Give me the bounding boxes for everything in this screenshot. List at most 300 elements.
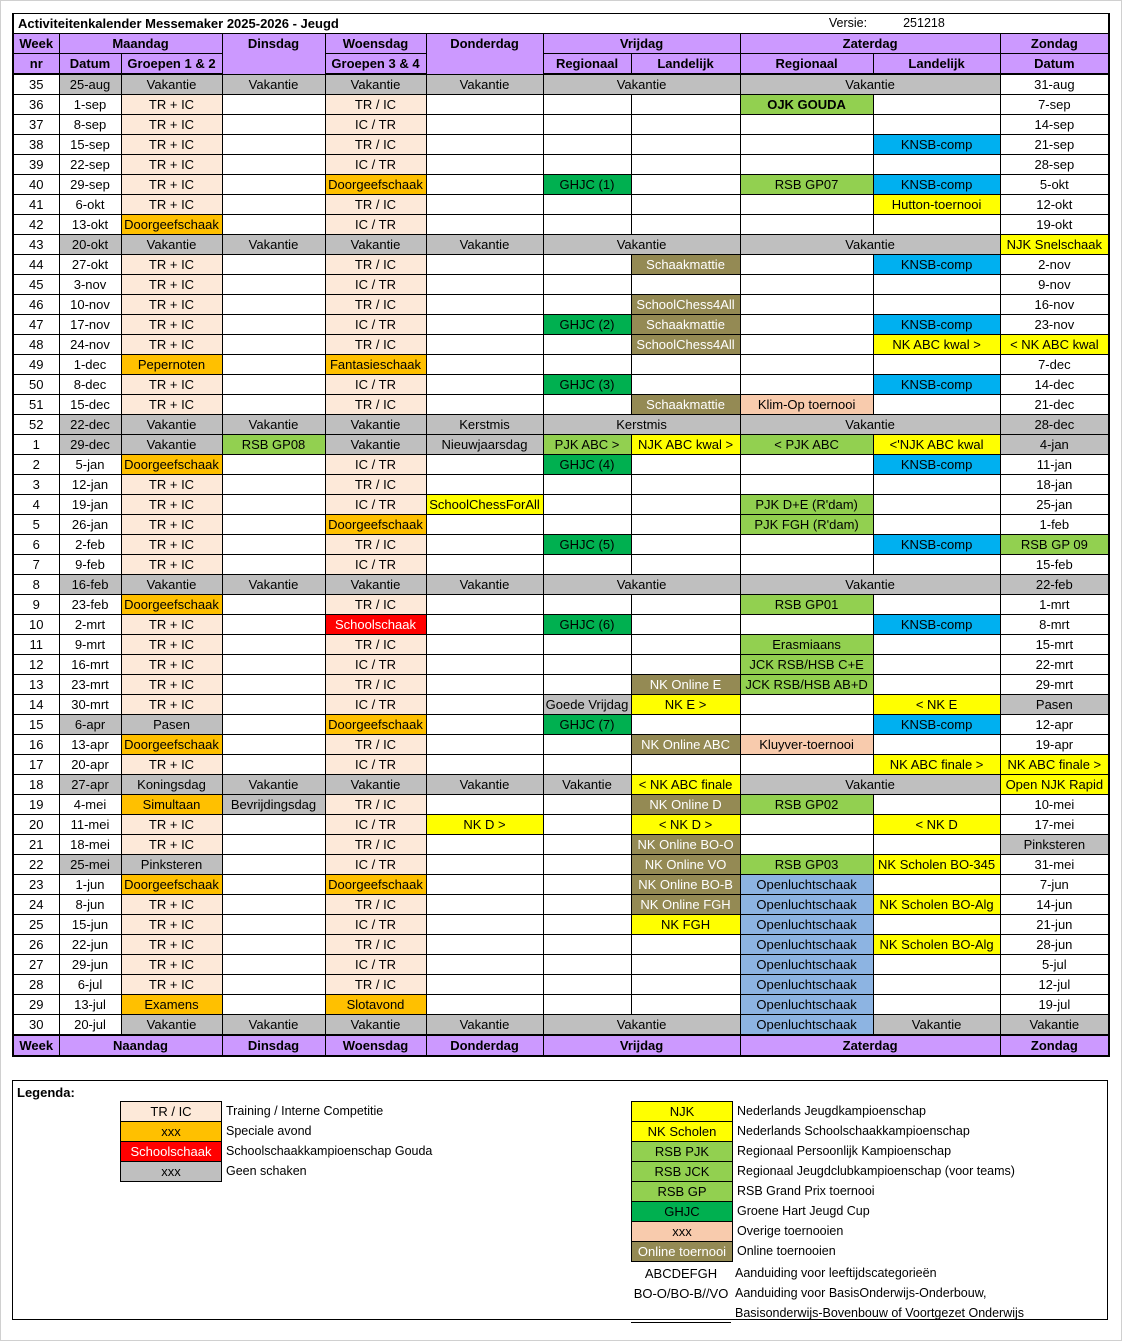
header-nr: nr — [13, 54, 59, 75]
week-row — [13, 995, 1109, 1015]
zondag-cell: 18-jan — [1000, 475, 1109, 495]
dinsdag-cell — [222, 295, 325, 315]
week-number: 29 — [13, 995, 59, 1015]
legend-description: Basisonderwijs-Bovenbouw of Voortgezet Onderwijs — [735, 1306, 1025, 1320]
vrijdag-landelijk-cell — [631, 515, 740, 535]
legend-item — [631, 1201, 1015, 1221]
legend-swatch: ABCDEFGH — [644, 1265, 718, 1281]
week-row — [13, 855, 1109, 875]
vrijdag-landelijk-cell: NJK ABC kwal > — [631, 435, 740, 455]
zaterdag-regionaal-cell — [740, 115, 873, 135]
vrijdag-regionaal-cell: PJK ABC > — [543, 435, 631, 455]
monday-date: 11-mei — [59, 815, 121, 835]
dinsdag-cell — [222, 155, 325, 175]
zondag-cell: 31-mei — [1000, 855, 1109, 875]
monday-date: 22-dec — [59, 415, 121, 435]
legend-item — [631, 1121, 1015, 1141]
groepen-3-4-cell: Slotavond — [325, 995, 426, 1015]
groepen-1-2-cell: Vakantie — [121, 235, 222, 255]
donderdag-cell — [426, 355, 543, 375]
vrijdag-cell: Vakantie — [543, 1015, 740, 1036]
dinsdag-cell: Vakantie — [222, 575, 325, 595]
monday-date: 8-dec — [59, 375, 121, 395]
groepen-1-2-cell: TR + IC — [121, 695, 222, 715]
vrijdag-cell: Vakantie — [543, 235, 740, 255]
zaterdag-regionaal-cell: Openluchtschaak — [740, 895, 873, 915]
monday-date: 2-feb — [59, 535, 121, 555]
groepen-1-2-cell: Doorgeefschaak — [121, 215, 222, 235]
footer-vrijdag: Vrijdag — [543, 1035, 740, 1056]
donderdag-cell — [426, 475, 543, 495]
groepen-3-4-cell: IC / TR — [325, 855, 426, 875]
dinsdag-cell — [222, 255, 325, 275]
dinsdag-cell — [222, 555, 325, 575]
legend-swatch: xxx — [120, 1161, 222, 1182]
vrijdag-regionaal-cell — [543, 735, 631, 755]
donderdag-cell — [426, 855, 543, 875]
zaterdag-regionaal-cell — [740, 295, 873, 315]
monday-date: 25-aug — [59, 74, 121, 95]
zondag-cell: 1-feb — [1000, 515, 1109, 535]
zaterdag-landelijk-cell — [873, 275, 1000, 295]
footer-donderdag: Donderdag — [426, 1035, 543, 1056]
donderdag-cell — [426, 675, 543, 695]
zaterdag-regionaal-cell: RSB GP02 — [740, 795, 873, 815]
monday-date: 23-mrt — [59, 675, 121, 695]
zaterdag-landelijk-cell: NK ABC kwal > — [873, 335, 1000, 355]
zaterdag-landelijk-cell — [873, 675, 1000, 695]
header-row-2 — [13, 54, 1109, 75]
header-maandag: Maandag — [59, 34, 222, 54]
legend-description: Nederlands Jeugdkampioenschap — [737, 1104, 927, 1118]
week-row — [13, 395, 1109, 415]
legend-description: Geen schaken — [226, 1164, 307, 1178]
zaterdag-landelijk-cell — [873, 155, 1000, 175]
monday-date: 15-sep — [59, 135, 121, 155]
vrijdag-regionaal-cell — [543, 915, 631, 935]
vrijdag-landelijk-cell: < NK ABC finale — [631, 775, 740, 795]
week-number: 42 — [13, 215, 59, 235]
vrijdag-landelijk-cell: NK Online D — [631, 795, 740, 815]
groepen-1-2-cell: Vakantie — [121, 1015, 222, 1036]
donderdag-cell — [426, 835, 543, 855]
legend-swatch: Schoolschaak — [120, 1141, 222, 1161]
vrijdag-landelijk-cell — [631, 995, 740, 1015]
monday-date: 1-sep — [59, 95, 121, 115]
donderdag-cell: Nieuwjaarsdag — [426, 435, 543, 455]
dinsdag-cell — [222, 855, 325, 875]
groepen-1-2-cell: Pasen — [121, 715, 222, 735]
vrijdag-landelijk-cell — [631, 135, 740, 155]
groepen-3-4-cell: TR / IC — [325, 595, 426, 615]
week-row — [13, 95, 1109, 115]
zaterdag-regionaal-cell: PJK FGH (R'dam) — [740, 515, 873, 535]
dinsdag-cell — [222, 495, 325, 515]
week-row — [13, 215, 1109, 235]
vrijdag-regionaal-cell — [543, 655, 631, 675]
zaterdag-landelijk-cell: KNSB-comp — [873, 715, 1000, 735]
zaterdag-landelijk-cell: KNSB-comp — [873, 615, 1000, 635]
zaterdag-regionaal-cell: RSB GP07 — [740, 175, 873, 195]
week-row — [13, 815, 1109, 835]
zaterdag-cell: Vakantie — [740, 775, 1000, 795]
zondag-cell: 9-nov — [1000, 275, 1109, 295]
dinsdag-cell — [222, 815, 325, 835]
monday-date: 17-nov — [59, 315, 121, 335]
week-number: 2 — [13, 455, 59, 475]
footer-zondag: Zondag — [1000, 1035, 1109, 1056]
groepen-1-2-cell: Doorgeefschaak — [121, 875, 222, 895]
donderdag-cell — [426, 95, 543, 115]
dinsdag-cell — [222, 615, 325, 635]
legend-swatch: NK Scholen — [631, 1121, 733, 1141]
groepen-1-2-cell: TR + IC — [121, 315, 222, 335]
groepen-3-4-cell: TR / IC — [325, 295, 426, 315]
vrijdag-landelijk-cell — [631, 115, 740, 135]
week-row — [13, 275, 1109, 295]
groepen-1-2-cell: Examens — [121, 995, 222, 1015]
donderdag-cell — [426, 875, 543, 895]
vrijdag-cell: Vakantie — [543, 575, 740, 595]
legend-description: Groene Hart Jeugd Cup — [737, 1204, 870, 1218]
zondag-cell: 7-dec — [1000, 355, 1109, 375]
monday-date: 4-mei — [59, 795, 121, 815]
week-number: 48 — [13, 335, 59, 355]
header-zaterdag-regionaal: Regionaal — [740, 54, 873, 75]
dinsdag-cell — [222, 655, 325, 675]
vrijdag-regionaal-cell — [543, 515, 631, 535]
week-row — [13, 495, 1109, 515]
groepen-1-2-cell: TR + IC — [121, 655, 222, 675]
dinsdag-cell — [222, 95, 325, 115]
week-row — [13, 775, 1109, 795]
week-number: 25 — [13, 915, 59, 935]
monday-date: 12-jan — [59, 475, 121, 495]
donderdag-cell — [426, 535, 543, 555]
groepen-3-4-cell: IC / TR — [325, 655, 426, 675]
week-number: 27 — [13, 955, 59, 975]
dinsdag-cell — [222, 995, 325, 1015]
week-number: 18 — [13, 775, 59, 795]
header-zaterdag: Zaterdag — [740, 34, 1000, 54]
zondag-cell: 21-sep — [1000, 135, 1109, 155]
zaterdag-regionaal-cell — [740, 275, 873, 295]
header-zondag-datum: Datum — [1000, 54, 1109, 75]
zondag-cell: 14-sep — [1000, 115, 1109, 135]
donderdag-cell — [426, 915, 543, 935]
zaterdag-regionaal-cell — [740, 195, 873, 215]
donderdag-cell: Vakantie — [426, 1015, 543, 1036]
donderdag-cell — [426, 595, 543, 615]
monday-date: 9-mrt — [59, 635, 121, 655]
header-datum: Datum — [59, 54, 121, 75]
zaterdag-landelijk-cell: KNSB-comp — [873, 315, 1000, 335]
groepen-3-4-cell: IC / TR — [325, 455, 426, 475]
groepen-3-4-cell: TR / IC — [325, 935, 426, 955]
donderdag-cell: NK D > — [426, 815, 543, 835]
vrijdag-landelijk-cell: NK Online BO-O — [631, 835, 740, 855]
legend-item — [631, 1101, 1015, 1121]
monday-date: 6-apr — [59, 715, 121, 735]
zaterdag-landelijk-cell — [873, 95, 1000, 115]
donderdag-cell — [426, 315, 543, 335]
zondag-cell: NK ABC finale > — [1000, 755, 1109, 775]
donderdag-cell — [426, 135, 543, 155]
donderdag-cell — [426, 935, 543, 955]
vrijdag-regionaal-cell — [543, 875, 631, 895]
zaterdag-landelijk-cell: KNSB-comp — [873, 375, 1000, 395]
groepen-3-4-cell: IC / TR — [325, 915, 426, 935]
groepen-1-2-cell: TR + IC — [121, 815, 222, 835]
vrijdag-landelijk-cell — [631, 555, 740, 575]
groepen-3-4-cell: TR / IC — [325, 975, 426, 995]
vrijdag-regionaal-cell: GHJC (3) — [543, 375, 631, 395]
vrijdag-regionaal-cell: GHJC (2) — [543, 315, 631, 335]
zaterdag-regionaal-cell: Openluchtschaak — [740, 975, 873, 995]
dinsdag-cell — [222, 955, 325, 975]
zaterdag-landelijk-cell — [873, 515, 1000, 535]
legend-swatch: Online toernooi — [631, 1241, 733, 1262]
monday-date: 24-nov — [59, 335, 121, 355]
legend-swatch: BO-O/BO-B//VO — [633, 1285, 729, 1301]
week-row — [13, 975, 1109, 995]
dinsdag-cell — [222, 515, 325, 535]
donderdag-cell — [426, 375, 543, 395]
week-number: 7 — [13, 555, 59, 575]
vrijdag-regionaal-cell — [543, 395, 631, 415]
legend-swatch — [631, 1303, 731, 1323]
zaterdag-landelijk-cell: NK Scholen BO-Alg — [873, 895, 1000, 915]
zondag-cell: 11-jan — [1000, 455, 1109, 475]
monday-date: 10-nov — [59, 295, 121, 315]
header-vrijdag-regionaal: Regionaal — [543, 54, 631, 75]
dinsdag-cell: Vakantie — [222, 235, 325, 255]
groepen-1-2-cell: Vakantie — [121, 435, 222, 455]
zaterdag-cell: Vakantie — [740, 415, 1000, 435]
groepen-1-2-cell: TR + IC — [121, 555, 222, 575]
week-number: 49 — [13, 355, 59, 375]
week-row — [13, 675, 1109, 695]
monday-date: 25-mei — [59, 855, 121, 875]
zaterdag-regionaal-cell — [740, 555, 873, 575]
legend — [12, 1080, 1108, 1320]
zondag-cell: 15-mrt — [1000, 635, 1109, 655]
vrijdag-regionaal-cell — [543, 755, 631, 775]
zondag-cell: 7-jun — [1000, 875, 1109, 895]
legend-swatch: xxx — [631, 1221, 733, 1241]
dinsdag-cell — [222, 935, 325, 955]
groepen-3-4-cell: IC / TR — [325, 815, 426, 835]
monday-date: 20-okt — [59, 235, 121, 255]
week-number: 23 — [13, 875, 59, 895]
legend-item — [631, 1221, 1015, 1241]
groepen-3-4-cell: IC / TR — [325, 315, 426, 335]
zaterdag-landelijk-cell — [873, 955, 1000, 975]
donderdag-cell — [426, 995, 543, 1015]
week-row — [13, 535, 1109, 555]
week-row — [13, 915, 1109, 935]
zaterdag-regionaal-cell: Openluchtschaak — [740, 935, 873, 955]
zondag-cell: 22-mrt — [1000, 655, 1109, 675]
zondag-cell: 10-mei — [1000, 795, 1109, 815]
monday-date: 19-jan — [59, 495, 121, 515]
week-number: 19 — [13, 795, 59, 815]
groepen-3-4-cell: IC / TR — [325, 495, 426, 515]
groepen-3-4-cell: TR / IC — [325, 255, 426, 275]
monday-date: 16-feb — [59, 575, 121, 595]
zondag-cell: Open NJK Rapid — [1000, 775, 1109, 795]
groepen-1-2-cell: TR + IC — [121, 955, 222, 975]
legend-description: Regionaal Jeugdclubkampioenschap (voor teams) — [737, 1164, 1015, 1178]
footer-woensdag: Woensdag — [325, 1035, 426, 1056]
zondag-cell: 23-nov — [1000, 315, 1109, 335]
groepen-3-4-cell: IC / TR — [325, 755, 426, 775]
monday-date: 15-jun — [59, 915, 121, 935]
week-number: 47 — [13, 315, 59, 335]
week-number: 15 — [13, 715, 59, 735]
groepen-3-4-cell: TR / IC — [325, 335, 426, 355]
groepen-1-2-cell: Vakantie — [121, 415, 222, 435]
week-number: 30 — [13, 1015, 59, 1036]
vrijdag-landelijk-cell — [631, 355, 740, 375]
groepen-3-4-cell: TR / IC — [325, 835, 426, 855]
zondag-cell: 4-jan — [1000, 435, 1109, 455]
week-number: 38 — [13, 135, 59, 155]
week-number: 5 — [13, 515, 59, 535]
zondag-cell: 28-sep — [1000, 155, 1109, 175]
vrijdag-regionaal-cell — [543, 555, 631, 575]
monday-date: 26-jan — [59, 515, 121, 535]
legend-description: Schoolschaakkampioenschap Gouda — [226, 1144, 433, 1158]
zondag-cell: 14-jun — [1000, 895, 1109, 915]
vrijdag-landelijk-cell — [631, 195, 740, 215]
legend-item — [631, 1141, 1015, 1161]
groepen-3-4-cell: TR / IC — [325, 635, 426, 655]
week-number: 26 — [13, 935, 59, 955]
zaterdag-regionaal-cell: Erasmiaans — [740, 635, 873, 655]
vrijdag-regionaal-cell — [543, 835, 631, 855]
vrijdag-regionaal-cell — [543, 255, 631, 275]
zondag-cell: 25-jan — [1000, 495, 1109, 515]
dinsdag-cell: RSB GP08 — [222, 435, 325, 455]
zaterdag-landelijk-cell — [873, 735, 1000, 755]
zaterdag-regionaal-cell: PJK D+E (R'dam) — [740, 495, 873, 515]
legend-description: Online toernooien — [737, 1244, 836, 1258]
week-row — [13, 115, 1109, 135]
legend-item — [120, 1101, 432, 1121]
monday-date: 8-jun — [59, 895, 121, 915]
groepen-3-4-cell: IC / TR — [325, 955, 426, 975]
zondag-cell: 12-jul — [1000, 975, 1109, 995]
zaterdag-landelijk-cell — [873, 495, 1000, 515]
groepen-1-2-cell: Koningsdag — [121, 775, 222, 795]
dinsdag-cell — [222, 375, 325, 395]
week-row — [13, 435, 1109, 455]
groepen-1-2-cell: Pinksteren — [121, 855, 222, 875]
week-row — [13, 555, 1109, 575]
donderdag-cell — [426, 395, 543, 415]
legend-description: Overige toernooien — [737, 1224, 844, 1238]
monday-date: 18-mei — [59, 835, 121, 855]
zaterdag-regionaal-cell — [740, 355, 873, 375]
week-row — [13, 615, 1109, 635]
week-number: 9 — [13, 595, 59, 615]
week-number: 16 — [13, 735, 59, 755]
vrijdag-regionaal-cell — [543, 595, 631, 615]
donderdag-cell: Vakantie — [426, 575, 543, 595]
vrijdag-landelijk-cell — [631, 955, 740, 975]
vrijdag-landelijk-cell — [631, 375, 740, 395]
header-zondag: Zondag — [1000, 34, 1109, 54]
zaterdag-regionaal-cell: Openluchtschaak — [740, 915, 873, 935]
monday-date: 27-okt — [59, 255, 121, 275]
vrijdag-landelijk-cell: SchoolChess4All — [631, 335, 740, 355]
dinsdag-cell — [222, 395, 325, 415]
donderdag-cell — [426, 335, 543, 355]
week-number: 1 — [13, 435, 59, 455]
zaterdag-regionaal-cell: Kluyver-toernooi — [740, 735, 873, 755]
donderdag-cell — [426, 155, 543, 175]
zaterdag-landelijk-cell: < NK E — [873, 695, 1000, 715]
vrijdag-regionaal-cell — [543, 475, 631, 495]
donderdag-cell — [426, 755, 543, 775]
week-row — [13, 315, 1109, 335]
zondag-cell: 28-jun — [1000, 935, 1109, 955]
donderdag-cell — [426, 655, 543, 675]
page-title: Activiteitenkalender Messemaker 2025-2026 - Jeugd — [13, 14, 740, 34]
week-number: 43 — [13, 235, 59, 255]
zaterdag-landelijk-cell — [873, 215, 1000, 235]
legend-notes — [631, 1263, 1024, 1323]
vrijdag-landelijk-cell: NK E > — [631, 695, 740, 715]
header-groepen-1-2: Groepen 1 & 2 — [121, 54, 222, 75]
groepen-1-2-cell: TR + IC — [121, 155, 222, 175]
donderdag-cell — [426, 175, 543, 195]
dinsdag-cell — [222, 595, 325, 615]
monday-date: 22-sep — [59, 155, 121, 175]
groepen-3-4-cell: IC / TR — [325, 695, 426, 715]
header-donderdag: Donderdag — [426, 34, 543, 75]
groepen-1-2-cell: TR + IC — [121, 895, 222, 915]
vrijdag-regionaal-cell: GHJC (6) — [543, 615, 631, 635]
zaterdag-landelijk-cell — [873, 475, 1000, 495]
monday-date: 30-mrt — [59, 695, 121, 715]
week-row — [13, 955, 1109, 975]
donderdag-cell — [426, 795, 543, 815]
zondag-cell: Vakantie — [1000, 1015, 1109, 1036]
zaterdag-landelijk-cell — [873, 835, 1000, 855]
zondag-cell: 19-apr — [1000, 735, 1109, 755]
week-number: 36 — [13, 95, 59, 115]
groepen-3-4-cell: IC / TR — [325, 555, 426, 575]
header-dinsdag: Dinsdag — [222, 34, 325, 75]
zondag-cell: 5-jul — [1000, 955, 1109, 975]
zaterdag-landelijk-cell — [873, 555, 1000, 575]
vrijdag-regionaal-cell — [543, 795, 631, 815]
donderdag-cell — [426, 955, 543, 975]
legend-item — [120, 1161, 432, 1181]
zaterdag-regionaal-cell: RSB GP01 — [740, 595, 873, 615]
legend-item — [120, 1141, 432, 1161]
vrijdag-landelijk-cell — [631, 495, 740, 515]
groepen-1-2-cell: TR + IC — [121, 335, 222, 355]
donderdag-cell — [426, 555, 543, 575]
groepen-3-4-cell: TR / IC — [325, 95, 426, 115]
zaterdag-regionaal-cell — [740, 135, 873, 155]
zaterdag-landelijk-cell — [873, 295, 1000, 315]
legend-description: Nederlands Schoolschaakkampioenschap — [737, 1124, 970, 1138]
groepen-1-2-cell: TR + IC — [121, 935, 222, 955]
